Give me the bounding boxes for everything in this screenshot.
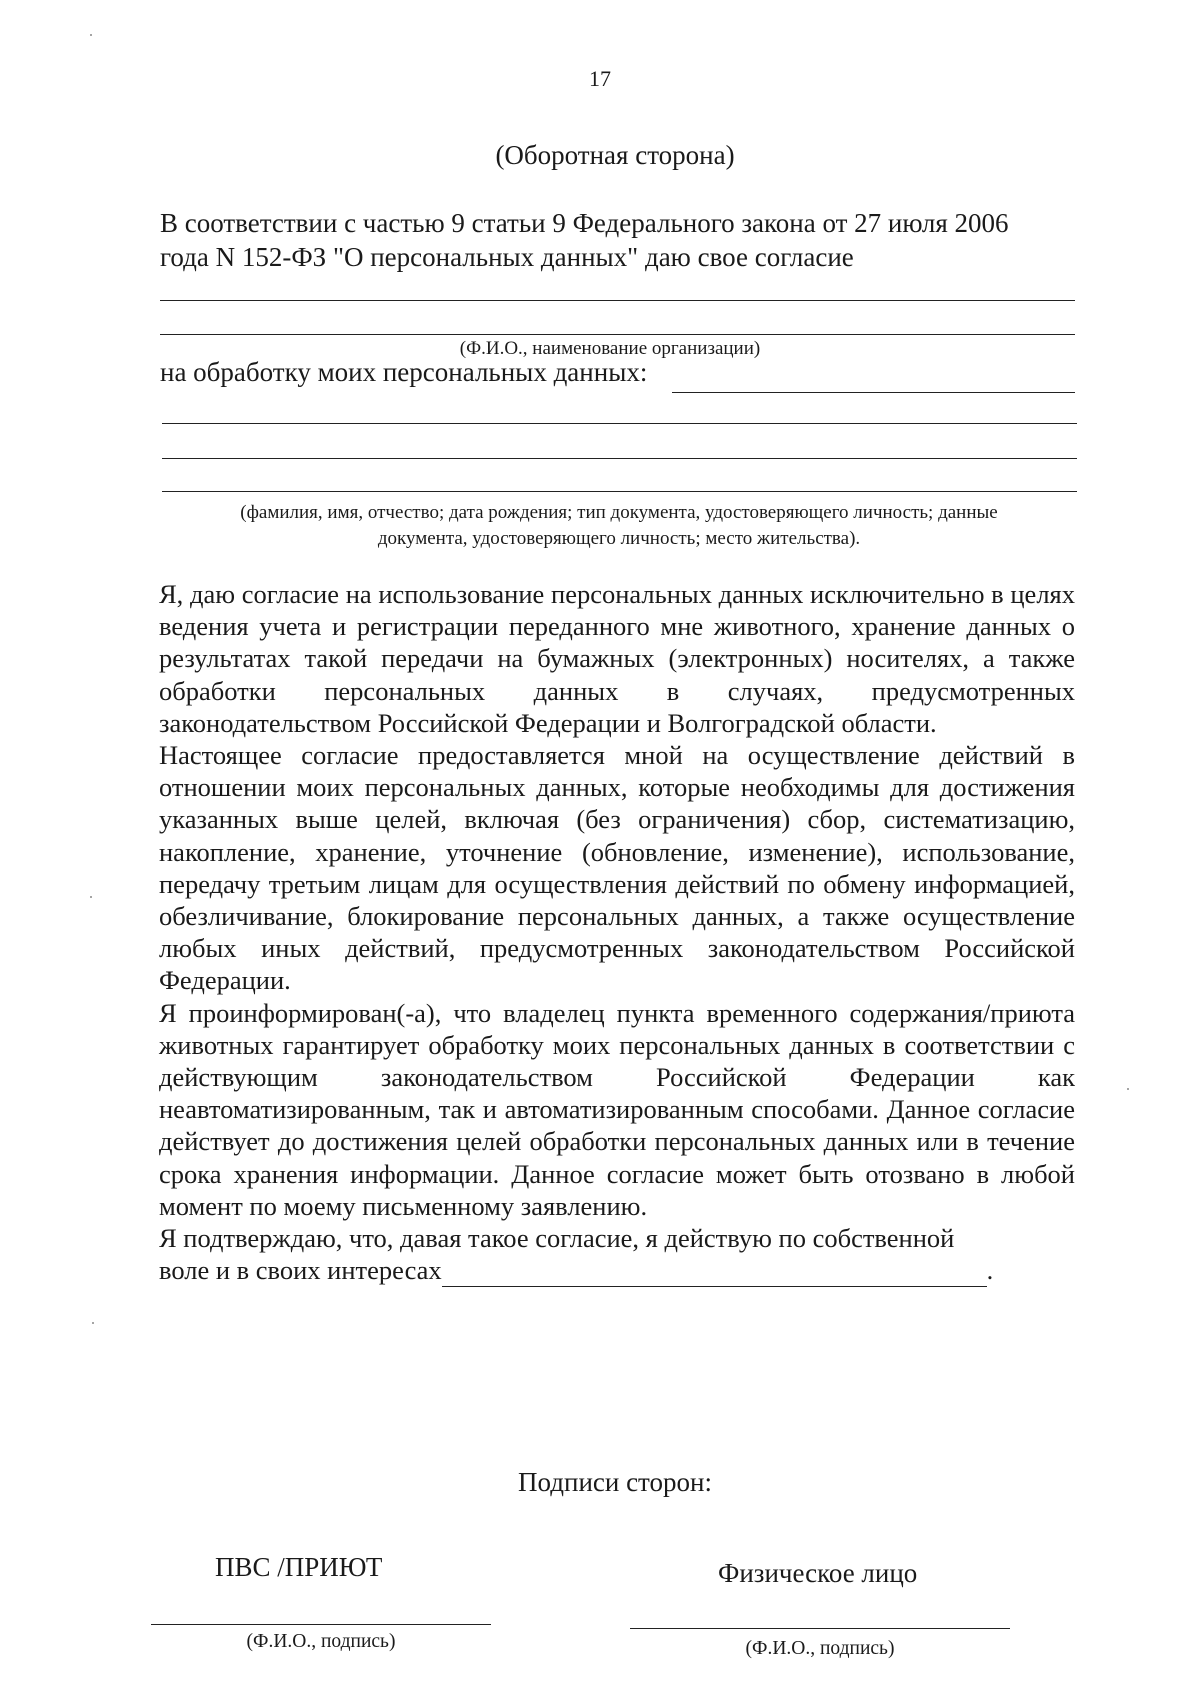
processing-blank-line-2[interactable] bbox=[162, 423, 1077, 424]
right-party-name: Физическое лицо bbox=[718, 1558, 918, 1588]
processing-blank-line-3[interactable] bbox=[162, 458, 1077, 459]
left-signature-caption: (Ф.И.О., подпись) bbox=[246, 1631, 396, 1652]
consent-paragraph-3: Я проинформирован(-а), что владелец пункта временного содержания/приюта животных гарантирует обработку моих персональных данных в соответствии с действующим законодательством Российской Федерации как неавтоматизированным, так и автоматизированным способами. Данное согласие действует до достижения целей обработки персональных данных или в течение срока хранения информации. Данное согласие может быть отозвано в любой момент по моему письменному заявлению. bbox=[159, 997, 1075, 1221]
consent-body bbox=[159, 578, 1075, 1287]
operator-blank-line-2[interactable] bbox=[160, 334, 1075, 335]
right-signature-line[interactable] bbox=[630, 1628, 1010, 1629]
consent-paragraph-4-line1: Я подтверждаю, что, давая такое согласие, я действую по собственной bbox=[159, 1223, 955, 1254]
consent-header-line2: года N 152-ФЗ "О персональных данных" даю свое согласие bbox=[160, 242, 854, 272]
own-will-blank-line[interactable] bbox=[442, 1254, 987, 1287]
operator-blank-line-1[interactable] bbox=[160, 300, 1075, 301]
consent-paragraph-4-end: . bbox=[986, 1255, 994, 1286]
personal-data-caption-line1: (фамилия, имя, отчество; дата рождения; тип документа, удостоверяющего личность; данные bbox=[240, 502, 998, 523]
consent-paragraph-1: Я, даю согласие на использование персональных данных исключительно в целях ведения учета и регистрации переданного мне животного, хранение данных о результатах такой передачи на бумажных (электронных) носителях, а также обработки персональных данных в случаях, предусмотренных законодательством Российской Федерации и Волгоградской области. bbox=[159, 579, 1075, 738]
right-signature-caption: (Ф.И.О., подпись) bbox=[745, 1638, 895, 1659]
scan-speck bbox=[1127, 1088, 1129, 1090]
consent-paragraph-4-line2: воле и в своих интересах bbox=[159, 1255, 442, 1286]
personal-data-caption-line2: документа, удостоверяющего личность; место жительства). bbox=[377, 528, 861, 549]
page-number: 17 bbox=[589, 66, 611, 91]
personal-data-caption bbox=[160, 500, 1078, 552]
consent-paragraph-2: Настоящее согласие предоставляется мной на осуществление действий в отношении моих персональных данных, которые необходимы для достижения указанных выше целей, включая (без ограничения) сбор, систематизацию, накопление, хранение, уточнение (обновление, изменение), использование, передачу третьим лицам для осуществления действий по обмену информацией, обезличивание, блокирование персональных данных, а также осуществление любых иных действий, предусмотренных законодательством Российской Федерации. bbox=[159, 740, 1075, 996]
signatures-title: Подписи сторон: bbox=[518, 1467, 712, 1497]
processing-label: на обработку моих персональных данных: bbox=[160, 357, 648, 387]
scan-speck bbox=[90, 896, 92, 898]
operator-caption: (Ф.И.О., наименование организации) bbox=[459, 338, 761, 359]
processing-blank-line-1[interactable] bbox=[672, 392, 1075, 393]
consent-header bbox=[160, 206, 1060, 274]
processing-blank-line-4[interactable] bbox=[162, 491, 1077, 492]
left-signature-line[interactable] bbox=[151, 1624, 491, 1625]
consent-paragraph-4 bbox=[159, 1222, 1075, 1287]
scan-speck bbox=[90, 34, 92, 36]
consent-header-line1: В соответствии с частью 9 статьи 9 Федерального закона от 27 июля 2006 bbox=[160, 208, 1009, 238]
left-party-name: ПВС /ПРИЮТ bbox=[215, 1552, 383, 1582]
scan-speck bbox=[92, 1322, 94, 1324]
page-side-label: (Оборотная сторона) bbox=[495, 140, 735, 170]
